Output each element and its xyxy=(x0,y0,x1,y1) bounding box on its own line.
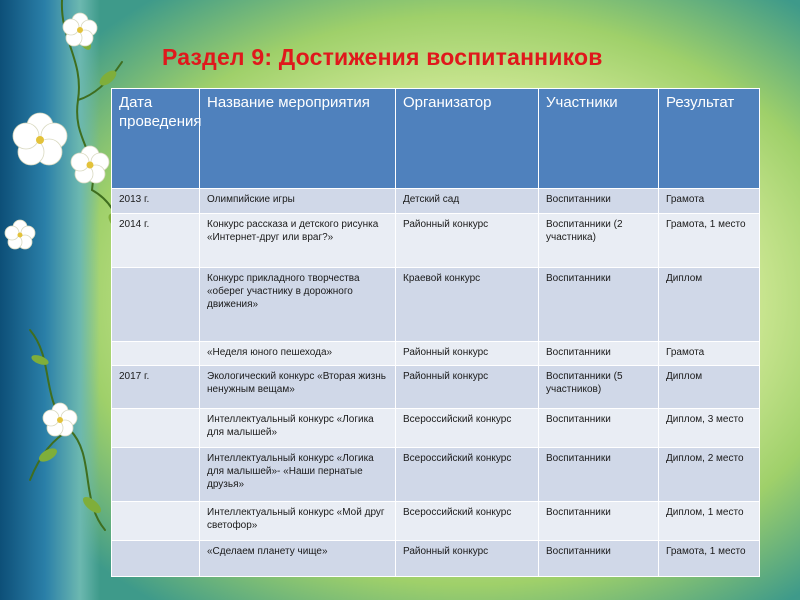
cell-organizer: Всероссийский конкурс xyxy=(396,448,539,502)
header-result: Результат xyxy=(659,89,760,189)
cell-name: «Сделаем планету чище» xyxy=(200,541,396,577)
table-row xyxy=(112,366,760,409)
header-participants: Участники xyxy=(539,89,659,189)
cell-organizer: Всероссийский конкурс xyxy=(396,502,539,541)
cell-participants: Воспитанники (2 участника) xyxy=(539,214,659,268)
table-row xyxy=(112,409,760,448)
cell-organizer: Районный конкурс xyxy=(396,541,539,577)
table-row xyxy=(112,268,760,342)
cell-name: Экологический конкурс «Вторая жизнь ненужным вещам» xyxy=(200,366,396,409)
header-name: Название мероприятия xyxy=(200,89,396,189)
cell-date xyxy=(112,342,200,366)
cell-date: 2017 г. xyxy=(112,366,200,409)
cell-organizer: Детский сад xyxy=(396,189,539,214)
table-row xyxy=(112,214,760,268)
table-row xyxy=(112,189,760,214)
cell-participants: Воспитанники xyxy=(539,268,659,342)
cell-result: Грамота xyxy=(659,189,760,214)
cell-organizer: Районный конкурс xyxy=(396,342,539,366)
cell-participants: Воспитанники xyxy=(539,189,659,214)
cell-result: Грамота, 1 место xyxy=(659,541,760,577)
cell-name: «Неделя юного пешехода» xyxy=(200,342,396,366)
cell-participants: Воспитанники xyxy=(539,342,659,366)
cell-organizer: Районный конкурс xyxy=(396,214,539,268)
header-organizer: Организатор xyxy=(396,89,539,189)
cell-date: 2014 г. xyxy=(112,214,200,268)
cell-name: Интеллектуальный конкурс «Логика для малышей» xyxy=(200,409,396,448)
cell-participants: Воспитанники xyxy=(539,448,659,502)
cell-organizer: Краевой конкурс xyxy=(396,268,539,342)
table-row xyxy=(112,342,760,366)
cell-date xyxy=(112,541,200,577)
cell-date xyxy=(112,448,200,502)
cell-result: Грамота xyxy=(659,342,760,366)
cell-result: Грамота, 1 место xyxy=(659,214,760,268)
cell-result: Диплом, 1 место xyxy=(659,502,760,541)
cell-organizer: Районный конкурс xyxy=(396,366,539,409)
cell-participants: Воспитанники xyxy=(539,541,659,577)
cell-date xyxy=(112,268,200,342)
achievements-table xyxy=(111,88,760,577)
cell-result: Диплом xyxy=(659,268,760,342)
header-date: Дата проведения xyxy=(112,89,200,189)
table-row xyxy=(112,541,760,577)
cell-participants: Воспитанники xyxy=(539,409,659,448)
table-row xyxy=(112,448,760,502)
cell-organizer: Всероссийский конкурс xyxy=(396,409,539,448)
table-row xyxy=(112,502,760,541)
cell-result: Диплом, 3 место xyxy=(659,409,760,448)
cell-name: Олимпийские игры xyxy=(200,189,396,214)
table-header-row xyxy=(112,89,760,189)
cell-name: Интеллектуальный конкурс «Мой друг светофор» xyxy=(200,502,396,541)
cell-participants: Воспитанники xyxy=(539,502,659,541)
cell-result: Диплом xyxy=(659,366,760,409)
cell-date: 2013 г. xyxy=(112,189,200,214)
cell-name: Интеллектуальный конкурс «Логика для малышей»- «Наши пернатые друзья» xyxy=(200,448,396,502)
cell-date xyxy=(112,409,200,448)
slide-title: Раздел 9: Достижения воспитанников xyxy=(162,44,603,70)
cell-result: Диплом, 2 место xyxy=(659,448,760,502)
cell-participants: Воспитанники (5 участников) xyxy=(539,366,659,409)
cell-date xyxy=(112,502,200,541)
cell-name: Конкурс рассказа и детского рисунка «Интернет-друг или враг?» xyxy=(200,214,396,268)
cell-name: Конкурс прикладного творчества «оберег участнику в дорожного движения» xyxy=(200,268,396,342)
